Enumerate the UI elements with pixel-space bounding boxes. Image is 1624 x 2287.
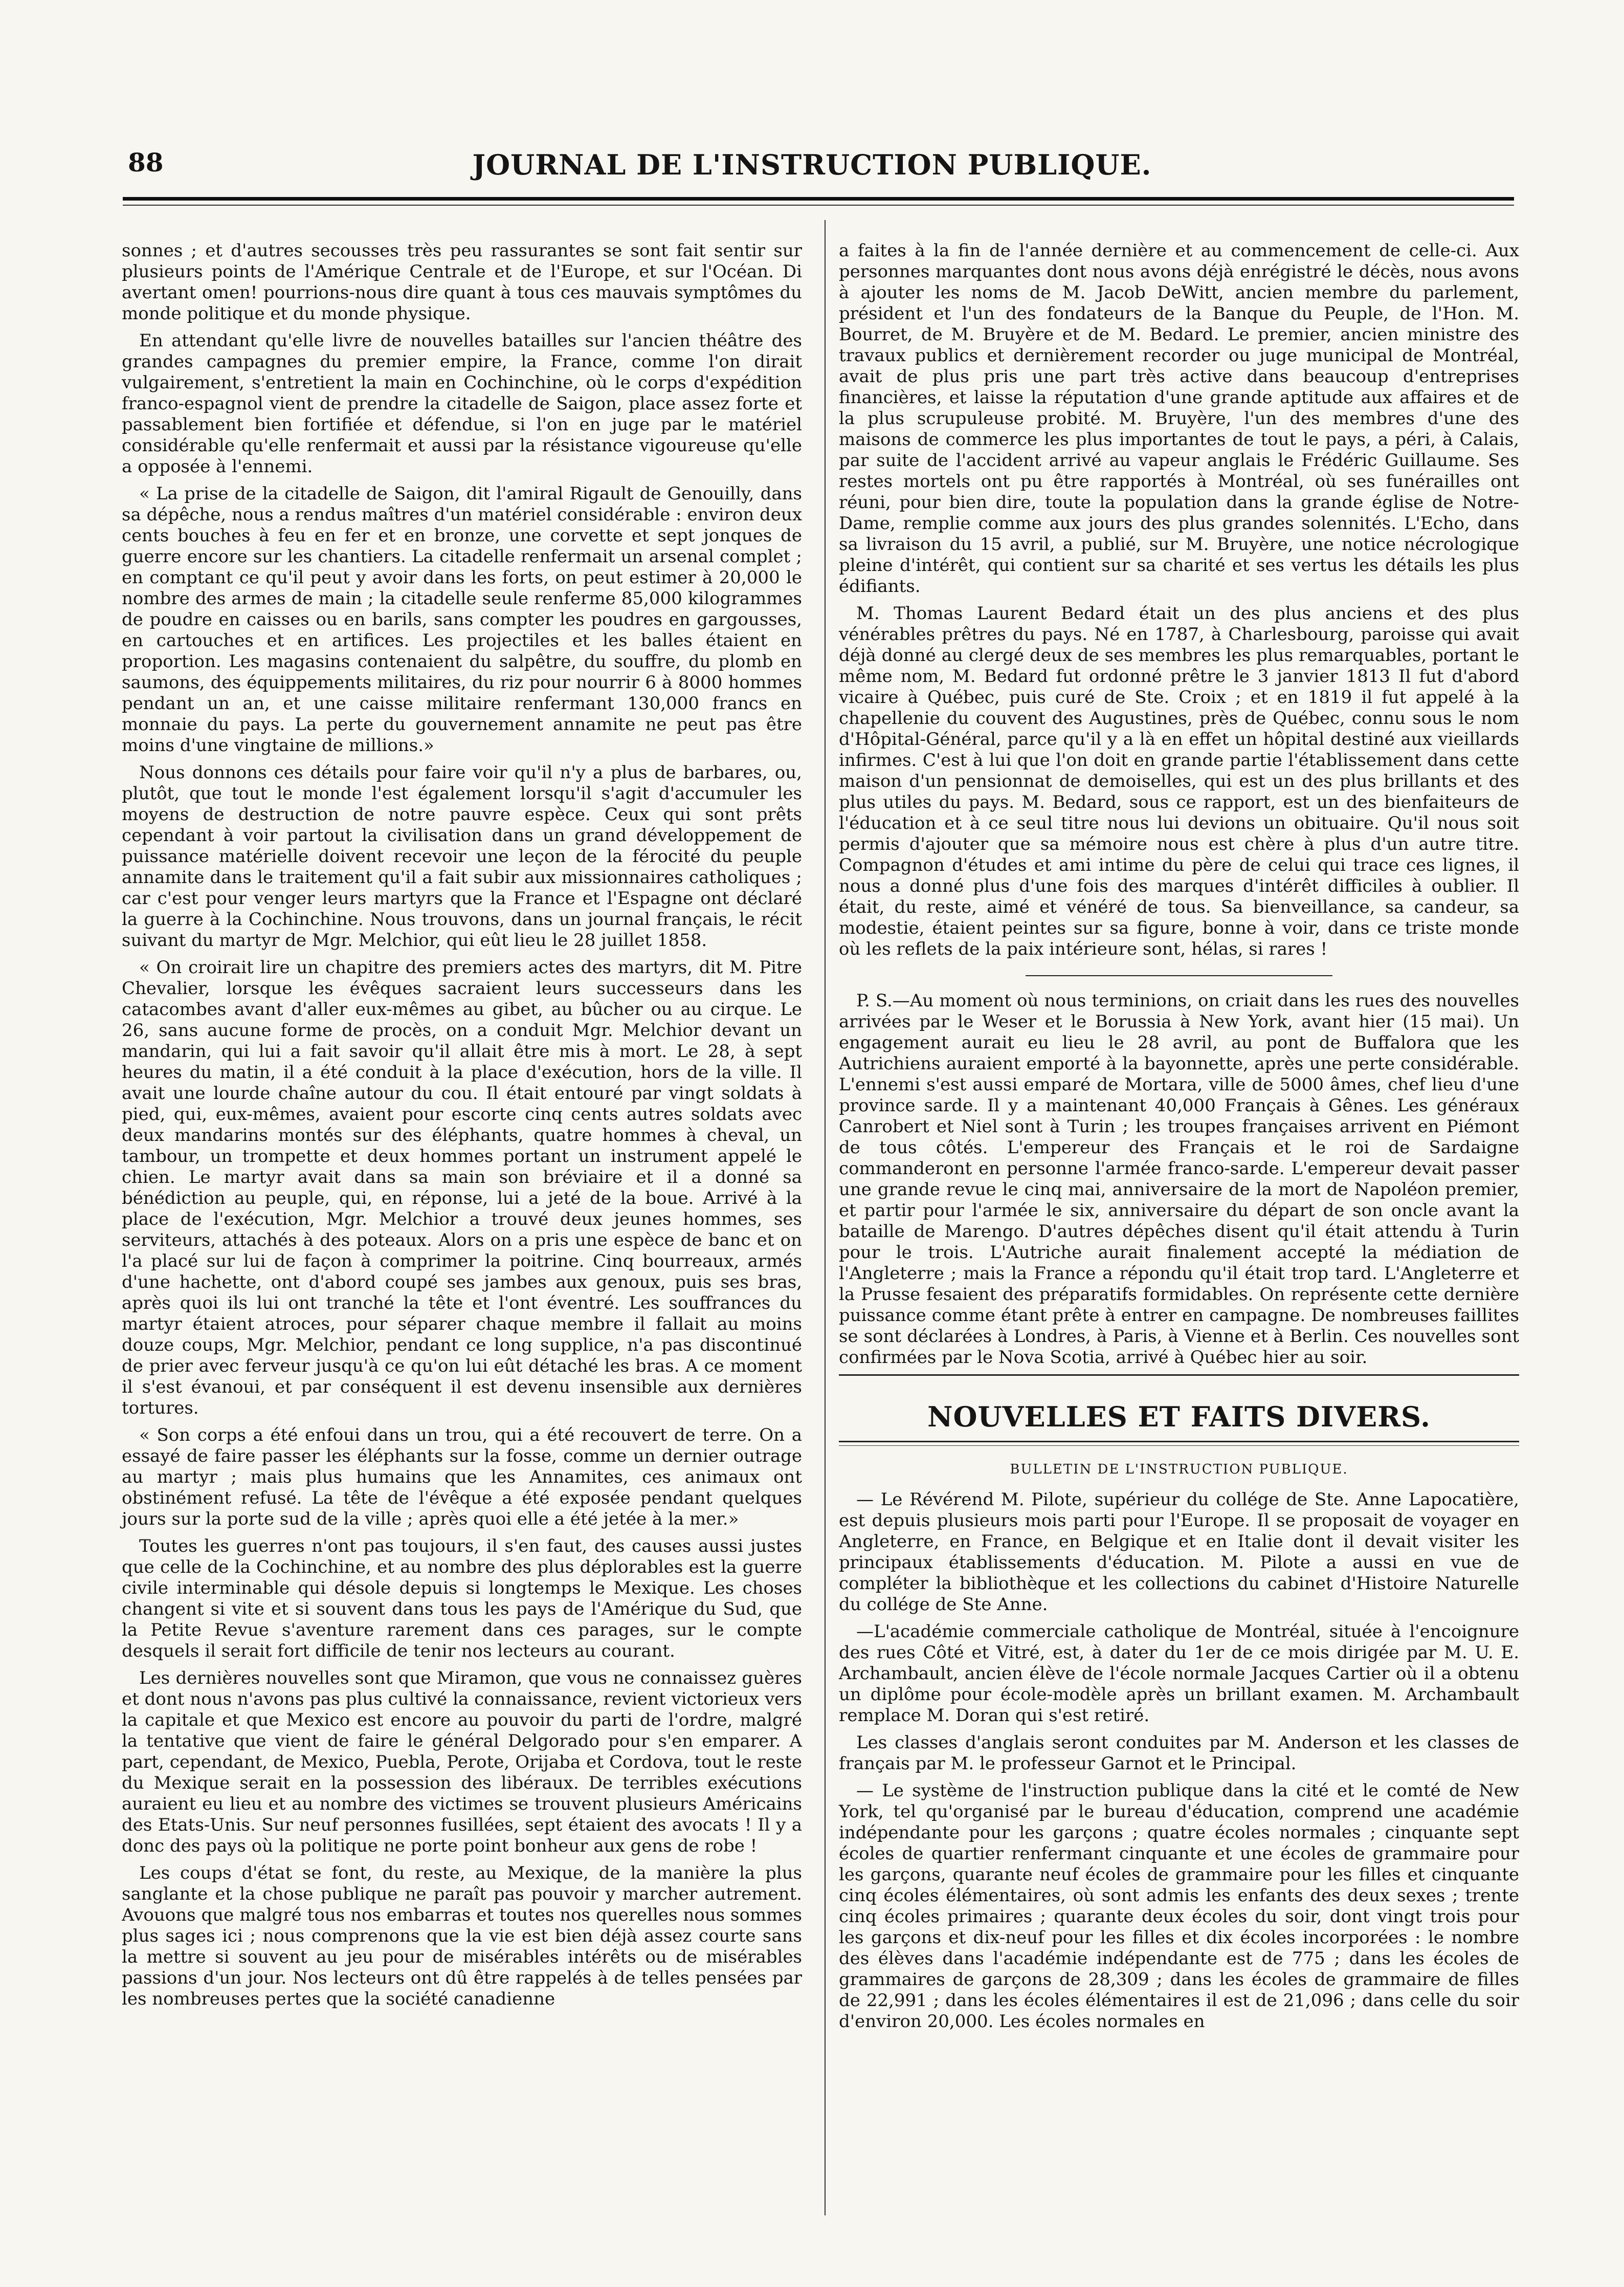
section-separator (1026, 975, 1332, 976)
section-rule-thin (839, 1445, 1519, 1446)
subsection-title: BULLETIN DE L'INSTRUCTION PUBLIQUE. (1010, 1462, 1348, 1477)
paragraph: « La prise de la citadelle de Saigon, dit l'amiral Rigault de Genouilly, dans sa dépêche, nous a rendus maîtres d'un matériel considérable : environ deux cents bouches à feu en fer et en bronze, une corvette et sept jonques de guerre encore sur les chantiers. La citadelle renfermait un arsenal complet ; en comptant ce qu'il peut y avoir dans les forts, on peut estimer à 20,000 le nombre des armes de main ; la citadelle seule renferme 85,000 kilogrammes de poudre en caisses ou en barils, sans compter les poudres en gargousses, en cartouches et en artifices. Les projectiles et les balles étaient en proportion. Les magasins contenaient du salpêtre, du souffre, du plomb en saumons, des équippements militaires, du riz pour nourrir 6 à 8000 hommes pendant un an, et une caisse militaire renfermant 130,000 francs en monnaie du pays. La perte du gouvernement annamite ne peut pas être moins d'une vingtaine de millions.» (122, 483, 802, 756)
journal-title: JOURNAL DE L'INSTRUCTION PUBLIQUE. (472, 148, 1152, 181)
section-rule (839, 1374, 1519, 1376)
header-rule (123, 197, 1514, 201)
page-number: 88 (128, 147, 164, 178)
paragraph: Nous donnons ces détails pour faire voir qu'il n'y a plus de barbares, ou, plutôt, que tout le monde l'est également lorsqu'il s'agit d'accumuler les moyens de destruction de notre pauvre espèce. Ceux qui sont prêts cependant à voir partout la civilisation dans un grand développement de puissance matérielle doivent recevoir une leçon de la férocité du peuple annamite dans le traitement qu'il a fait subir aux missionnaires catholiques ; car c'est pour venger leurs martyrs que la France et l'Espagne ont déclaré la guerre à la Cochinchine. Nous trouvons, dans un journal français, le récit suivant du martyr de Mgr. Melchior, qui eût lieu le 28 juillet 1858. (122, 762, 802, 951)
paragraph: a faites à la fin de l'année dernière et au commencement de celle-ci. Aux personnes marquantes dont nous avons déjà enrégistré le décès, nous avons à ajouter les noms de M. Jacob DeWitt, ancien membre du parlement, président et l'un des fondateurs de la Banque du Peuple, de l'Hon. M. Bourret, de M. Bruyère et de M. Bedard. Le premier, ancien ministre des travaux publics et dernièrement recorder ou juge municipal de Montréal, avait de plus pris une part très active dans beaucoup d'entreprises financières, et laisse la réputation d'une grande aptitude aux affaires et de la plus scrupuleuse probité. M. Bruyère, l'un des membres d'une des maisons de commerce les plus importantes de tout le pays, a péri, à Calais, par suite de l'accident arrivé au vapeur anglais le Frédéric Guillaume. Ses restes mortels ont pu être rapportés à Montréal, où ses funérailles ont réuni, pour bien dire, toute la population dans la grande église de Notre-Dame, remplie comme aux jours des plus grandes solennités. L'Echo, dans sa livraison du 15 avril, a publié, sur M. Bruyère, une notice nécrologique pleine d'intérêt, qui contient sur sa charité et ses vertus les détails les plus édifiants. (839, 240, 1519, 597)
paragraph: Les dernières nouvelles sont que Miramon, que vous ne connaissez guères et dont nous n'avons pas plus cultivé la connaissance, revient victorieux vers la capitale et que Mexico est encore au pouvoir du parti de l'ordre, malgré la tentative que vient de faire le général Delgorado pour s'en emparer. A part, cependant, de Mexico, Puebla, Perote, Orijaba et Cordova, tout le reste du Mexique serait en la possession des libéraux. De terribles exécutions auraient eu lieu et au nombre des victimes se trouvent plusieurs Américains des Etats-Unis. Sur neuf personnes fusillées, sept étaient des avocats ! Il y a donc des pays où la politique ne porte point bonheur aux gens de robe ! (122, 1668, 802, 1856)
paragraph: « On croirait lire un chapitre des premiers actes des martyrs, dit M. Pitre Chevalier, lorsque les évêques sacraient leurs successeurs dans les catacombes avant d'aller eux-mêmes au gibet, au bûcher ou au cirque. Le 26, sans aucune forme de procès, on a conduit Mgr. Melchior devant un mandarin, qui lui a fait savoir qu'il allait être mis à mort. Le 28, à sept heures du matin, il a été conduit à la place d'exécution, hors de la ville. Il avait une lourde chaîne autour du cou. Il était entouré par vingt soldats à pied, qui, eux-mêmes, avaient pour escorte cinq cents autres soldats avec deux mandarins montés sur des éléphants, quatre hommes à cheval, un tambour, un trompette et deux hommes portant un instrument appelé le chien. Le martyr avait dans sa main son bréviaire et il a donné sa bénédiction au peuple, qui, en réponse, lui a jeté de la boue. Arrivé à la place de l'exécution, Mgr. Melchior a trouvé deux jeunes hommes, ses serviteurs, attachés à des poteaux. Alors on a pris une espèce de banc et on l'a placé sur lui de façon à comprimer la poitrine. Cinq bourreaux, armés d'une hachette, ont d'abord coupé ses jambes aux genoux, puis ses bras, après quoi ils lui ont tranché la tête et l'ont éventré. Les souffrances du martyr étaient atroces, pour séparer chaque membre il fallait au moins douze coups, Mgr. Melchior, pendant ce long supplice, n'a pas discontinué de prier avec ferveur jusqu'à ce qu'on lui eût détaché les bras. A ce moment il s'est évanoui, et par conséquent il est devenu insensible aux dernières tortures. (122, 957, 802, 1418)
page-header (0, 0, 1624, 181)
news-item: — Le Révérend M. Pilote, supérieur du collége de Ste. Anne Lapocatière, est depuis plusieurs mois parti pour l'Europe. Il se proposait de voyager en Angleterre, en France, en Belgique et en Italie dont il devait visiter les principaux établissements d'éducation. M. Pilote a aussi en vue de compléter la bibliothèque et les collections du cabinet d'Histoire Naturelle du collége de Ste Anne. (839, 1489, 1519, 1615)
left-column (122, 240, 802, 2016)
paragraph: « Son corps a été enfoui dans un trou, qui a été recouvert de terre. On a essayé de faire passer les éléphants sur la fosse, comme un dernier outrage au martyr ; mais plus humains que les Annamites, ces animaux ont obstinément refusé. La tête de l'évêque a été exposée pendant quelques jours sur la porte sud de la ville ; après quoi elle a été jetée à la mer.» (122, 1425, 802, 1529)
paragraph: M. Thomas Laurent Bedard était un des plus anciens et des plus vénérables prêtres du pays. Né en 1787, à Charlesbourg, paroisse qui avait déjà donné au clergé deux de ses membres les plus remarquables, portant le même nom, M. Bedard fut ordonné prêtre le 3 janvier 1813 Il fut d'abord vicaire à Québec, puis curé de Ste. Croix ; et en 1819 il fut appelé à la chapellenie du couvent des Augustines, près de Québec, connu sous le nom d'Hôpital-Général, parce qu'il y a là en effet un hôpital destiné aux vieillards infirmes. C'est à lui que l'on doit en grande partie l'établissement dans cette maison d'un pensionnat de demoiselles, qui est un des plus brillants et des plus utiles du pays. M. Bedard, sous ce rapport, est un des bienfaiteurs de l'éducation et à ce seul titre nous lui devions un obituaire. Qu'il nous soit permis d'ajouter que sa mémoire nous est chère à plus d'un autre titre. Compagnon d'études et ami intime du père de celui qui trace ces lignes, il nous a donné plus d'une fois des marques d'intérêt difficiles à oublier. Il était, du reste, aimé et vénéré de tous. Sa bienveillance, sa candeur, sa modestie, étaient peintes sur sa figure, bonne à voir, dans ce triste monde où les reflets de la paix intérieure sont, hélas, si rares ! (839, 603, 1519, 959)
news-item: Les classes d'anglais seront conduites par M. Anderson et les classes de français par M. le professeur Garnot et le Principal. (839, 1732, 1519, 1774)
news-item: — Le système de l'instruction publique dans la cité et le comté de New York, tel qu'organisé par le bureau d'éducation, comprend une académie indépendante pour les garçons ; quatre écoles normales ; cinquante sept écoles de quartier renfermant cinquante et une écoles de grammaire pour les garçons, quarante neuf écoles de grammaire pour les filles et cinquante cinq écoles élémentaires, où sont admis les enfants des deux sexes ; trente cinq écoles primaires ; quarante deux écoles du soir, dont vingt trois pour les garçons et dix-neuf pour les filles et dix écoles incorporées : le nombre des élèves dans l'académie indépendante est de 775 ; dans les écoles de grammaires de garçons de 28,309 ; dans les écoles de grammaire de filles de 22,991 ; dans les écoles élémentaires il est de 21,096 ; dans celle du soir d'environ 20,000. Les écoles normales en (839, 1780, 1519, 2032)
paragraph: Toutes les guerres n'ont pas toujours, il s'en faut, des causes aussi justes que celle de la Cochinchine, et au nombre des plus déplorables est la guerre civile interminable qui désole depuis si longtemps le Mexique. Les choses changent si vite et si souvent dans tous les pays de l'Amérique du Sud, que la Petite Revue s'aventure rarement dans ces parages, sur le compte desquels il serait fort difficile de tenir nos lecteurs au courant. (122, 1536, 802, 1661)
paragraph: sonnes ; et d'autres secousses très peu rassurantes se sont fait sentir sur plusieurs points de l'Amérique Centrale et de l'Europe, et sur l'Océan. Di avertant omen! pourrions-nous dire quant à tous ces mauvais symptômes du monde politique et du monde physique. (122, 240, 802, 324)
right-column (839, 240, 1519, 2038)
paragraph: En attendant qu'elle livre de nouvelles batailles sur l'ancien théâtre des grandes campagnes du premier empire, la France, comme l'on dirait vulgairement, s'entretient la main en Cochinchine, où le corps d'expédition franco-espagnol vient de prendre la citadelle de Saigon, place assez forte et passablement bien fortifiée et défendue, si l'on en juge par le matériel considérable qu'elle renfermait et aussi par la résistance vigoureuse qu'elle a opposée à l'ennemi. (122, 331, 802, 477)
header-rule-thin (123, 205, 1514, 206)
paragraph: Les coups d'état se font, du reste, au Mexique, de la manière la plus sanglante et la chose publique ne paraît pas pouvoir y marcher autrement. Avouons que malgré tous nos embarras et toutes nos querelles nous sommes plus sages ici ; nous comprenons que la vie est bien déjà assez courte sans la mettre si souvent au jeu pour de misérables intérêts ou de misérables passions d'un jour. Nos lecteurs ont dû être rappelés à de telles pensées par les nombreuses pertes que la société canadienne (122, 1863, 802, 2009)
column-divider (825, 220, 826, 2215)
paragraph: P. S.—Au moment où nous terminions, on criait dans les rues des nouvelles arrivées par le Weser et le Borussia à New York, avant hier (15 mai). Un engagement aurait eu lieu le 28 avril, au pont de Buffalora que les Autrichiens auraient emporté à la bayonnette, après une perte considérable. L'ennemi s'est aussi emparé de Mortara, ville de 5000 âmes, chef lieu d'une province sarde. Il y a maintenant 40,000 Français à Gênes. Les généraux Canrobert et Niel sont à Turin ; les troupes françaises arrivent en Piémont de tous côtés. L'empereur des Français et le roi de Sardaigne commanderont en personne l'armée franco-sarde. L'empereur devait passer une grande revue le cinq mai, anniversaire de la mort de Napoléon premier, et partir pour l'armée le six, anniversaire du départ de son oncle avant la bataille de Marengo. D'autres dépêches disent qu'il était attendu à Turin pour le trois. L'Autriche aurait finalement accepté la médiation de l'Angleterre ; mais la France a répondu qu'il était trop tard. L'Angleterre et la Prusse fesaient des préparatifs formidables. On représente cette dernière puissance comme étant prête à entrer en campagne. De nombreuses faillites se sont déclarées à Londres, à Paris, à Vienne et à Berlin. Ces nouvelles sont confirmées par le Nova Scotia, arrivé à Québec hier au soir. (839, 991, 1519, 1368)
section-title: NOUVELLES ET FAITS DIVERS. (927, 1400, 1431, 1433)
news-item: —L'académie commerciale catholique de Montréal, située à l'encoignure des rues Côté et Vitré, est, à dater du 1er de ce mois dirigée par M. U. E. Archambault, ancien élève de l'école normale Jacques Cartier où il a obtenu un diplôme pour école-modèle après un brillant examen. M. Archambault remplace M. Doran qui s'est retiré. (839, 1621, 1519, 1726)
section-rule (839, 1441, 1519, 1442)
